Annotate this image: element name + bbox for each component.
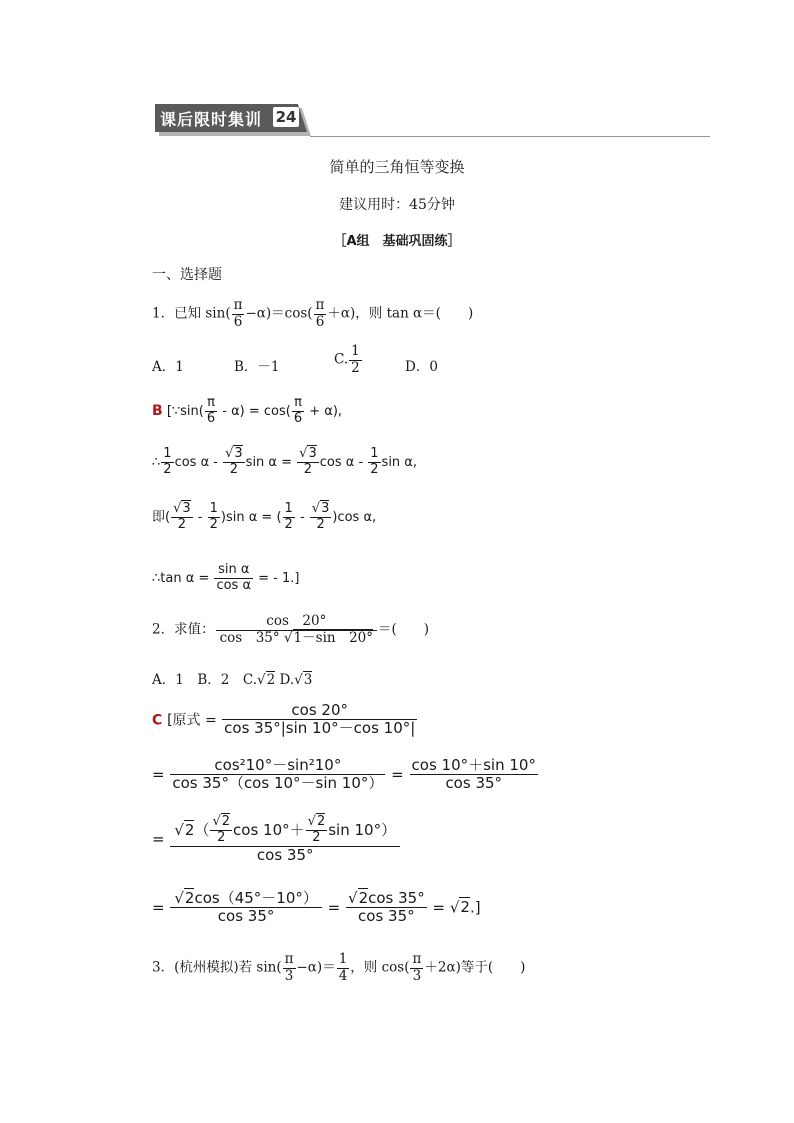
q1-frac-pi-6 xyxy=(232,298,245,330)
frac-den: 2 xyxy=(316,516,325,532)
frac-den: 2 xyxy=(370,461,379,477)
text: = xyxy=(152,898,170,917)
radicand: 3 xyxy=(234,446,243,461)
text: sin 10°） xyxy=(328,820,397,839)
text: ∴tan α = xyxy=(152,570,214,586)
frac-den: 6 xyxy=(206,410,216,426)
text: .] xyxy=(469,898,481,917)
text: sin α, xyxy=(381,454,418,470)
radicand: 2 xyxy=(266,672,276,688)
frac xyxy=(222,702,417,738)
frac-den: cos 35°|sin 10°－cos 10°| xyxy=(224,719,416,738)
frac-den: 2 xyxy=(284,516,293,532)
frac-num: 1 xyxy=(209,501,218,516)
q1-solution-line-1 xyxy=(152,396,342,427)
frac-num: 1 xyxy=(370,446,379,461)
frac-sqrt3-2 xyxy=(171,502,193,533)
frac-1-2 xyxy=(368,447,380,478)
frac xyxy=(205,396,217,427)
frac-num: √3 xyxy=(311,501,330,516)
text: )sin α = ( xyxy=(220,509,282,525)
text: = xyxy=(152,830,170,849)
radicand: 2 xyxy=(184,820,195,839)
text: （ xyxy=(194,820,210,839)
q2-fraction xyxy=(216,614,377,646)
frac-sqrt2-2 xyxy=(306,815,328,846)
section-title: 一、选择题 xyxy=(152,267,222,283)
text: - α) = cos( xyxy=(218,403,291,419)
text: sin α = xyxy=(245,454,297,470)
text: cos（45°－10°） xyxy=(194,889,318,907)
text: cos 10°＋ xyxy=(233,820,305,839)
q2-answer-letter: C xyxy=(152,712,163,729)
q1-answer-letter: B xyxy=(152,402,163,419)
radicand: 3 xyxy=(308,446,317,461)
frac-num: 1 xyxy=(338,951,348,967)
frac-num: √2（ $\frac{√2}{2}$ cos 10°＋ $\frac{√2}{2}$ sin 10°） xyxy=(170,815,400,847)
text: )cos α, xyxy=(332,509,377,525)
frac-num: 1 xyxy=(163,446,172,461)
q1-solution-line-4 xyxy=(152,563,299,594)
text: 2．求值： xyxy=(152,621,215,638)
radicand: 2 xyxy=(316,814,326,829)
options-text: A．1 B．2 C. xyxy=(152,672,257,688)
frac-1-2 xyxy=(283,502,295,533)
text: = xyxy=(327,898,345,917)
frac-den: 2 xyxy=(209,516,218,532)
frac-num: π xyxy=(205,396,217,412)
frac-den: 2 xyxy=(351,359,360,376)
group-label: ［A组 基础巩固练］ xyxy=(333,234,461,249)
q2-solution-line-2 xyxy=(152,757,539,793)
frac-sin-cos xyxy=(214,563,253,594)
banner-number: 24 xyxy=(273,107,299,127)
text: 3．(杭州模拟)若 sin( xyxy=(152,959,282,976)
q1-frac-pi-6b xyxy=(314,298,327,330)
frac-num: 1 xyxy=(284,501,293,516)
frac-den: 2 xyxy=(229,461,239,477)
text: = xyxy=(432,898,450,917)
q2-solution-line-1 xyxy=(152,702,418,738)
frac-num: cos 20° xyxy=(222,702,417,720)
text: ＝( ) xyxy=(378,621,430,638)
frac-den: 2 xyxy=(177,516,186,532)
frac-den: 4 xyxy=(338,967,348,984)
frac-num: √2 xyxy=(212,814,231,829)
q1-stem-mid: −α)＝cos( xyxy=(245,305,313,322)
text: = xyxy=(152,765,170,784)
frac-den: cos 35° √1－sin 20° xyxy=(219,629,374,646)
frac-den: cos 35° xyxy=(445,774,503,793)
frac-num: π xyxy=(284,951,294,967)
frac-den: 6 xyxy=(293,410,303,426)
q1-option-b: B．－1 xyxy=(234,359,280,375)
frac-pi-3 xyxy=(410,952,423,984)
frac-den: 2 xyxy=(312,829,321,845)
frac-num: √2cos（45°－10°） xyxy=(170,890,322,908)
frac-den: cos 35°（cos 10°－sin 10°） xyxy=(172,774,384,793)
radicand: 2 xyxy=(221,814,231,829)
text: = xyxy=(391,765,409,784)
frac-num: √2 xyxy=(307,814,326,829)
text: cos 35° xyxy=(368,889,425,907)
frac-1-2 xyxy=(208,502,220,533)
suggested-time: 建议用时：45分钟 xyxy=(339,197,455,213)
frac-den: cos 35° xyxy=(358,907,415,926)
radicand: 2 xyxy=(358,889,369,907)
frac-num: sin α xyxy=(214,563,253,579)
frac-den: cos 35° xyxy=(217,907,275,926)
frac-den: 3 xyxy=(412,967,422,984)
frac-num: 1 xyxy=(351,343,360,359)
frac-den: cos 35° xyxy=(256,845,314,864)
frac-den: 3 xyxy=(284,967,294,984)
text: ∴ xyxy=(152,454,161,470)
frac-num: π xyxy=(412,951,422,967)
den-cos35: cos 35° xyxy=(219,629,280,646)
frac-sqrt3-2 xyxy=(297,447,319,478)
q1-solution-line-3 xyxy=(152,502,376,533)
q1-option-c xyxy=(334,344,363,376)
frac-num: √3 xyxy=(173,501,191,516)
frac xyxy=(292,396,304,427)
q1-solution-line-2 xyxy=(152,447,417,478)
frac-num: √2cos 35° xyxy=(348,889,425,907)
frac-num: √3 xyxy=(299,446,317,461)
question-2-stem xyxy=(152,614,429,646)
frac xyxy=(170,890,322,926)
text: = - 1.] xyxy=(254,570,300,586)
text: −α)＝ xyxy=(296,959,336,976)
radicand: 3 xyxy=(321,501,330,516)
frac-1-2 xyxy=(161,447,173,478)
frac-num: π xyxy=(315,297,325,313)
radicand: 3 xyxy=(303,672,313,688)
frac-pi-3 xyxy=(283,952,296,984)
q1-stem-prefix: 1．已知 sin( xyxy=(152,305,231,322)
q1-option-d: D．0 xyxy=(405,359,438,375)
frac xyxy=(170,815,400,864)
text: cos α - xyxy=(174,454,223,470)
frac-num: √3 xyxy=(225,446,243,461)
frac xyxy=(170,757,385,793)
options-text: D. xyxy=(275,672,295,688)
frac-num: cos 10°＋sin 10° xyxy=(411,756,536,774)
frac-den: 2 xyxy=(303,461,313,477)
q1-option-a: A．1 xyxy=(152,359,184,375)
q2-solution-line-3 xyxy=(152,815,401,864)
frac-sqrt2-2 xyxy=(210,815,232,846)
header-rule xyxy=(310,136,710,137)
radicand: 2 xyxy=(184,889,195,907)
option-c-frac xyxy=(349,344,362,376)
banner-label: 课后限时集训 xyxy=(160,110,263,129)
frac-num: cos 20° xyxy=(216,614,377,631)
frac-den: 2 xyxy=(163,461,172,477)
radicand: 1－sin 20° xyxy=(293,629,374,646)
page-title: 简单的三角恒等变换 xyxy=(329,158,465,176)
frac-den: cos α xyxy=(216,577,252,593)
q2-solution-line-4: = $\frac{√2\cos(45^\circ-10^\circ)}{\cos 35^\circ}$ = $\frac{√2\cos 35^\circ}{\cos 35^\circ}$ = √2.] xyxy=(152,889,481,926)
frac xyxy=(346,890,427,926)
frac-1-4 xyxy=(337,952,350,984)
frac-den: 2 xyxy=(217,829,226,845)
radicand: 2 xyxy=(460,898,470,917)
text: + α), xyxy=(305,403,343,419)
frac-sqrt3-2 xyxy=(223,447,245,478)
text: cos α - xyxy=(319,454,368,470)
q2-options: A．1 B．2 C.√2 D.√3 xyxy=(152,672,313,688)
frac-num: π xyxy=(292,396,304,412)
question-3-stem xyxy=(152,952,525,984)
frac xyxy=(410,757,538,793)
question-1-stem xyxy=(152,298,473,330)
frac-num: cos²10°－sin²10° xyxy=(170,757,385,775)
frac-num: π xyxy=(233,297,243,313)
option-c-label: C. xyxy=(334,351,349,368)
text: [原式 = xyxy=(167,712,222,729)
text: 即( xyxy=(152,509,171,525)
text: [∵sin( xyxy=(166,403,204,419)
section-banner xyxy=(155,104,309,132)
radicand: 3 xyxy=(182,501,191,516)
text: ＋2α)等于( ) xyxy=(424,959,526,976)
text: ，则 cos( xyxy=(350,959,410,976)
text: - xyxy=(295,509,309,525)
frac-den: 6 xyxy=(315,313,325,330)
text: - xyxy=(193,509,207,525)
frac-sqrt3-2 xyxy=(310,502,332,533)
q1-stem-suffix: ＋α)，则 tan α＝( ) xyxy=(327,305,474,322)
frac-den: 6 xyxy=(233,313,243,330)
